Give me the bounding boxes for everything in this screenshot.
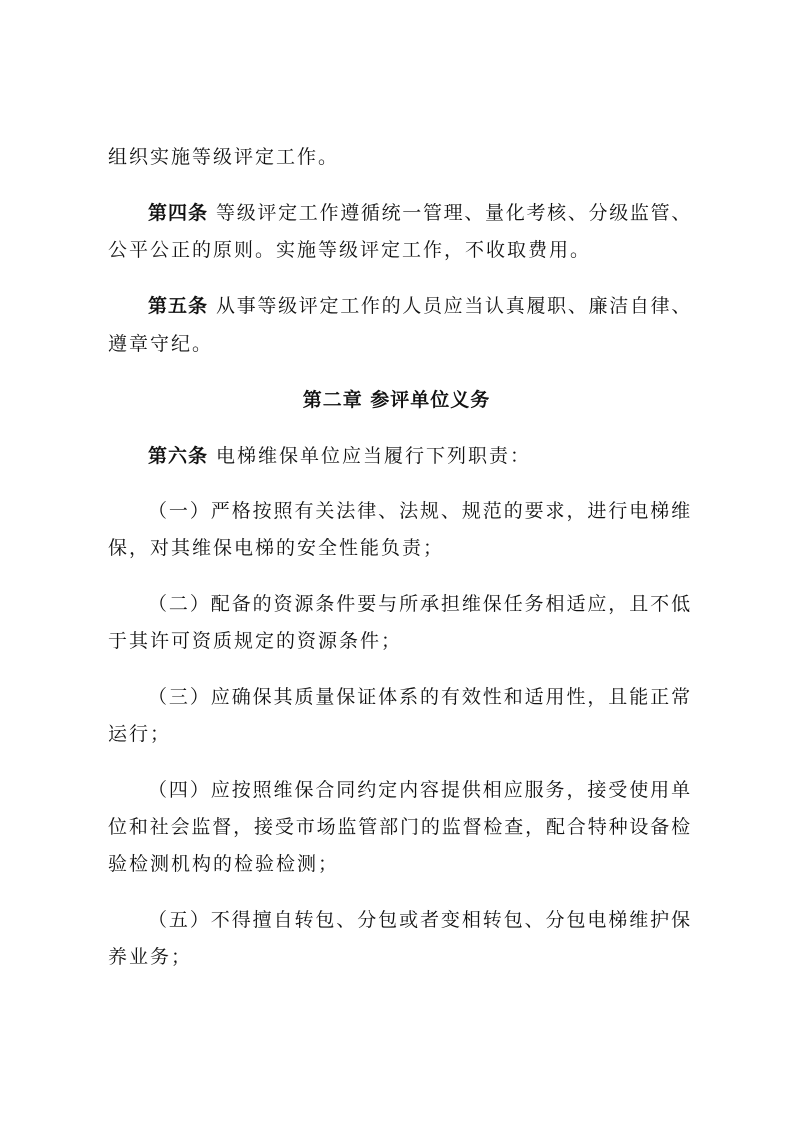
paragraph-line: 于其许可资质规定的资源条件； bbox=[108, 630, 403, 652]
item-2-line: （二）配备的资源条件要与所承担维保任务相适应，且不低 bbox=[148, 593, 693, 615]
paragraph-line: 验检测机构的检验检测； bbox=[108, 853, 340, 875]
paragraph-line: 养业务； bbox=[108, 946, 193, 968]
paragraph-line: 位和社会监督，接受市场监管部门的监督检查，配合特种设备检 bbox=[108, 816, 693, 838]
paragraph-line: 运行； bbox=[108, 723, 172, 745]
item-3-line: （三）应确保其质量保证体系的有效性和适用性，且能正常 bbox=[148, 686, 693, 708]
article-text: 等级评定工作遵循统一管理、量化考核、分级监管、 bbox=[216, 202, 693, 224]
article-label: 第六条 bbox=[148, 445, 209, 467]
article-text: 电梯维保单位应当履行下列职责： bbox=[216, 445, 532, 467]
item-5-line: （五）不得擅自转包、分包或者变相转包、分包电梯维护保 bbox=[148, 909, 693, 931]
article-label: 第五条 bbox=[148, 295, 209, 317]
article-5-line bbox=[148, 294, 692, 318]
article-text: 从事等级评定工作的人员应当认真履职、廉洁自律、 bbox=[216, 295, 693, 317]
paragraph-line: 保，对其维保电梯的安全性能负责； bbox=[108, 537, 445, 559]
item-1-line: （一）严格按照有关法律、法规、规范的要求，进行电梯维 bbox=[148, 500, 693, 522]
paragraph-line: 组织实施等级评定工作。 bbox=[108, 146, 340, 168]
item-4-line: （四）应按照维保合同约定内容提供相应服务，接受使用单 bbox=[148, 779, 693, 801]
article-4-line bbox=[148, 201, 692, 225]
chapter-title: 第二章 参评单位义务 bbox=[302, 389, 491, 411]
article-6-line bbox=[148, 444, 531, 468]
paragraph-line: 遵章守纪。 bbox=[108, 333, 214, 355]
article-label: 第四条 bbox=[148, 202, 209, 224]
paragraph-line: 公平公正的原则。实施等级评定工作，不收取费用。 bbox=[108, 239, 592, 261]
